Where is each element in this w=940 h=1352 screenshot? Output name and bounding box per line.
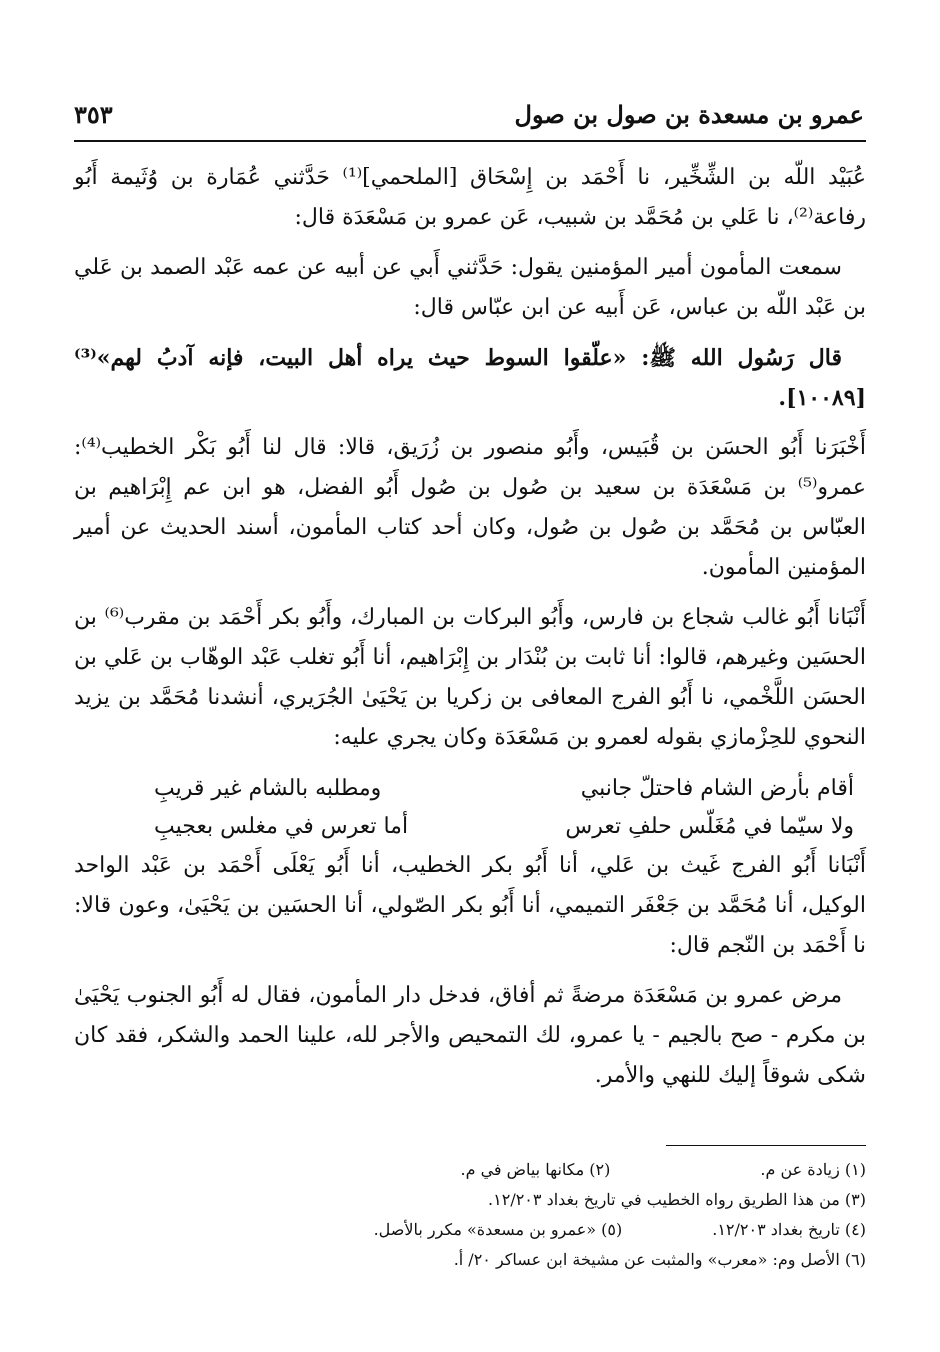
footnote-row [74,1155,866,1185]
footnote-row [74,1215,866,1245]
footnote-4: (٤) تاريخ بغداد ١٢/٢٠٣. [712,1220,866,1239]
verse-1 [154,770,854,808]
paragraph-hadith: قال رَسُول الله ﷺ: «علّقوا السوط حيث يراه أهل البيت، فإنه آدبُ لهم»⁽³⁾[١٠٠٨٩]. [74,345,866,411]
footnote-3: (٣) من هذا الطريق رواه الخطيب في تاريخ بغداد ١٢/٢٠٣. [488,1190,866,1209]
header-rule [74,140,866,142]
verse-1-first-hemistich: أقام بأرض الشام فاحتلّ جانبي [580,776,854,801]
footnote-row [74,1245,866,1275]
paragraph-anbana-1: أَنْبَانا أَبُو غالب شجاع بن فارس، وأَبُو البركات بن المبارك، وأَبُو بكر أَحْمَد بن مقرب⁽⁶⁾ بن الحسَين وغيرهم، قالوا: أنا ثابت بن بُنْدَار بن إِبْرَاهيم، أنا أَبُو تغلب عَبْد الوهّاب بن عَلي بن الحسَن اللَّخْمي، نا أَبُو الفرج المعافى بن زكريا بن يَحْيَىٰ الجُرَيري، أنشدنا مُحَمَّد بن يزيد النحوي للحِزْمازي بقوله لعمرو بن مَسْعَدَة وكان يجري عليه: [74,605,866,750]
footnote-rule [666,1145,866,1146]
poem [74,770,866,846]
paragraph-isnad-1: عُبَيْد اللّه بن الشِّخِّير، نا أَحْمَد بن إِسْحَاق [الملحمي]⁽¹⁾ حَدَّثني عُمَارة بن وُثَيمة أَبُو رفاعة⁽²⁾، نا عَلي بن مُحَمَّد بن شبيب، عَن عمرو بن مَسْعَدَة قال: [74,165,866,230]
paragraph-anbana-2: أَنْبَانا أَبُو الفرج غَيث بن عَلي، أنا أَبُو بكر الخطيب، أنا أَبُو يَعْلَى أَحْمَد بن عَبْد الواحد الوكيل، أنا مُحَمَّد بن جَعْفَر التميمي، أنا أَبُو بكر الصّولي، أنا الحسَين بن يَحْيَىٰ، وعون قالا: نا أَحْمَد بن النّجم قال: [74,853,866,958]
verse-2 [154,808,854,846]
paragraph-akhbarana: أَخْبَرَنا أَبُو الحسَن بن قُبَيس، وأَبُو منصور بن زُرَيق، قالا: قال لنا أَبُو بَكْر الخطيب⁽⁴⁾: عمرو⁽⁵⁾ بن مَسْعَدَة بن سعيد بن صُول بن صُول أَبُو الفضل، هو ابن عم إِبْرَاهيم بن العبّاس بن مُحَمَّد بن صُول بن صُول، وكان أحد كتاب المأمون، أسند الحديث عن أمير المؤمنين المأمون. [74,435,866,580]
verse-2-second-hemistich: أما تعرس في مغلس بعجيبِ [154,814,409,839]
footnote-1: (١) زيادة عن م. [760,1160,866,1179]
page-number: ٣٥٣ [74,100,113,129]
footnote-2: (٢) مكانها بياض في م. [460,1160,611,1179]
paragraph-story: مرض عمرو بن مَسْعَدَة مرضةً ثم أفاق، فدخل دار المأمون، فقال له أَبُو الجنوب يَحْيَىٰ بن مكرم - صح بالجيم - يا عمرو، لك التمحيص والأجر لله، علينا الحمد والشكر، فقد كان شكى شوقاً إليك للنهي والأمر. [74,983,866,1088]
footnote-5: (٥) «عمرو بن مسعدة» مكرر بالأصل. [373,1220,623,1239]
footnotes [74,1155,866,1275]
verse-2-first-hemistich: ولا سيّما في مُغَلّس حلفِ تعرس [565,814,854,839]
paragraph-narration: سمعت المأمون أمير المؤمنين يقول: حَدَّثني أَبي عن أبيه عن عمه عَبْد الصمد بن عَلي بن عَبْد اللّه بن عباس، عَن أَبيه عن ابن عبّاس قال: [74,255,866,320]
running-header-title: عمرو بن مسعدة بن صول بن صول [514,100,864,129]
verse-1-second-hemistich: ومطلبه بالشام غير قريبِ [154,776,382,801]
footnote-row [74,1185,866,1215]
main-text [74,158,866,1096]
footnote-6: (٦) الأصل وم: «معرب» والمثبت عن مشيخة ابن عساكر ٢٠/ أ. [453,1250,866,1269]
